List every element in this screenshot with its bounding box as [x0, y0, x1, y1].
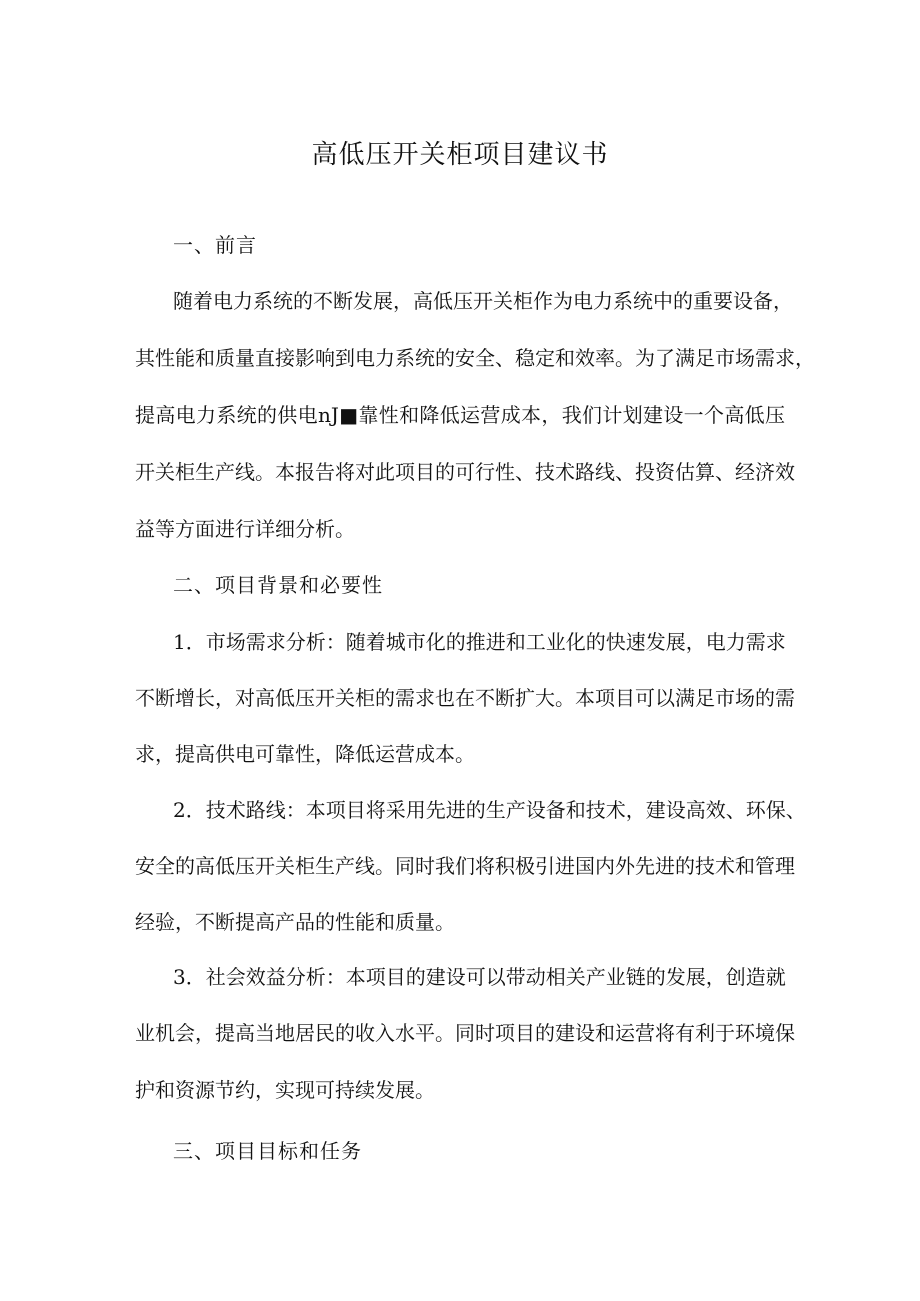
paragraph-line: 求，提高供电可靠性，降低运营成本。 — [135, 742, 475, 766]
paragraph-line: 益等方面进行详细分析。 — [135, 517, 355, 541]
paragraph-line: 护和资源节约，实现可持续发展。 — [135, 1078, 435, 1102]
section-heading-background: 二、项目背景和必要性 — [173, 573, 383, 597]
section-heading-goals: 三、项目目标和任务 — [173, 1139, 362, 1163]
paragraph-line: 3．社会效益分析：本项目的建设可以带动相关产业链的发展，创造就 — [173, 965, 786, 989]
paragraph-line: 安全的高低压开关柜生产线。同时我们将积极引进国内外先进的技术和管理 — [135, 854, 795, 878]
paragraph-line: 开关柜生产线。本报告将对此项目的可行性、技术路线、投资估算、经济效 — [135, 460, 795, 484]
paragraph-line: 2．技术路线：本项目将采用先进的生产设备和技术，建设高效、环保、 — [173, 798, 806, 822]
paragraph-line: 提高电力系统的供电nJ■靠性和降低运营成本，我们计划建设一个高低压 — [135, 403, 785, 427]
paragraph-line: 不断增长，对高低压开关柜的需求也在不断扩大。本项目可以满足市场的需 — [135, 686, 795, 710]
paragraph-line: 其性能和质量直接影响到电力系统的安全、稳定和效率。为了满足市场需求， — [135, 346, 815, 370]
section-heading-preface: 一、前言 — [173, 233, 257, 257]
document-title: 高低压开关柜项目建议书 — [311, 140, 609, 170]
paragraph-line: 业机会，提高当地居民的收入水平。同时项目的建设和运营将有利于环境保 — [135, 1021, 795, 1045]
paragraph-line: 随着电力系统的不断发展，高低压开关柜作为电力系统中的重要设备， — [173, 289, 793, 313]
paragraph-line: 经验，不断提高产品的性能和质量。 — [135, 910, 455, 934]
paragraph-line: 1．市场需求分析：随着城市化的推进和工业化的快速发展，电力需求 — [173, 630, 786, 654]
